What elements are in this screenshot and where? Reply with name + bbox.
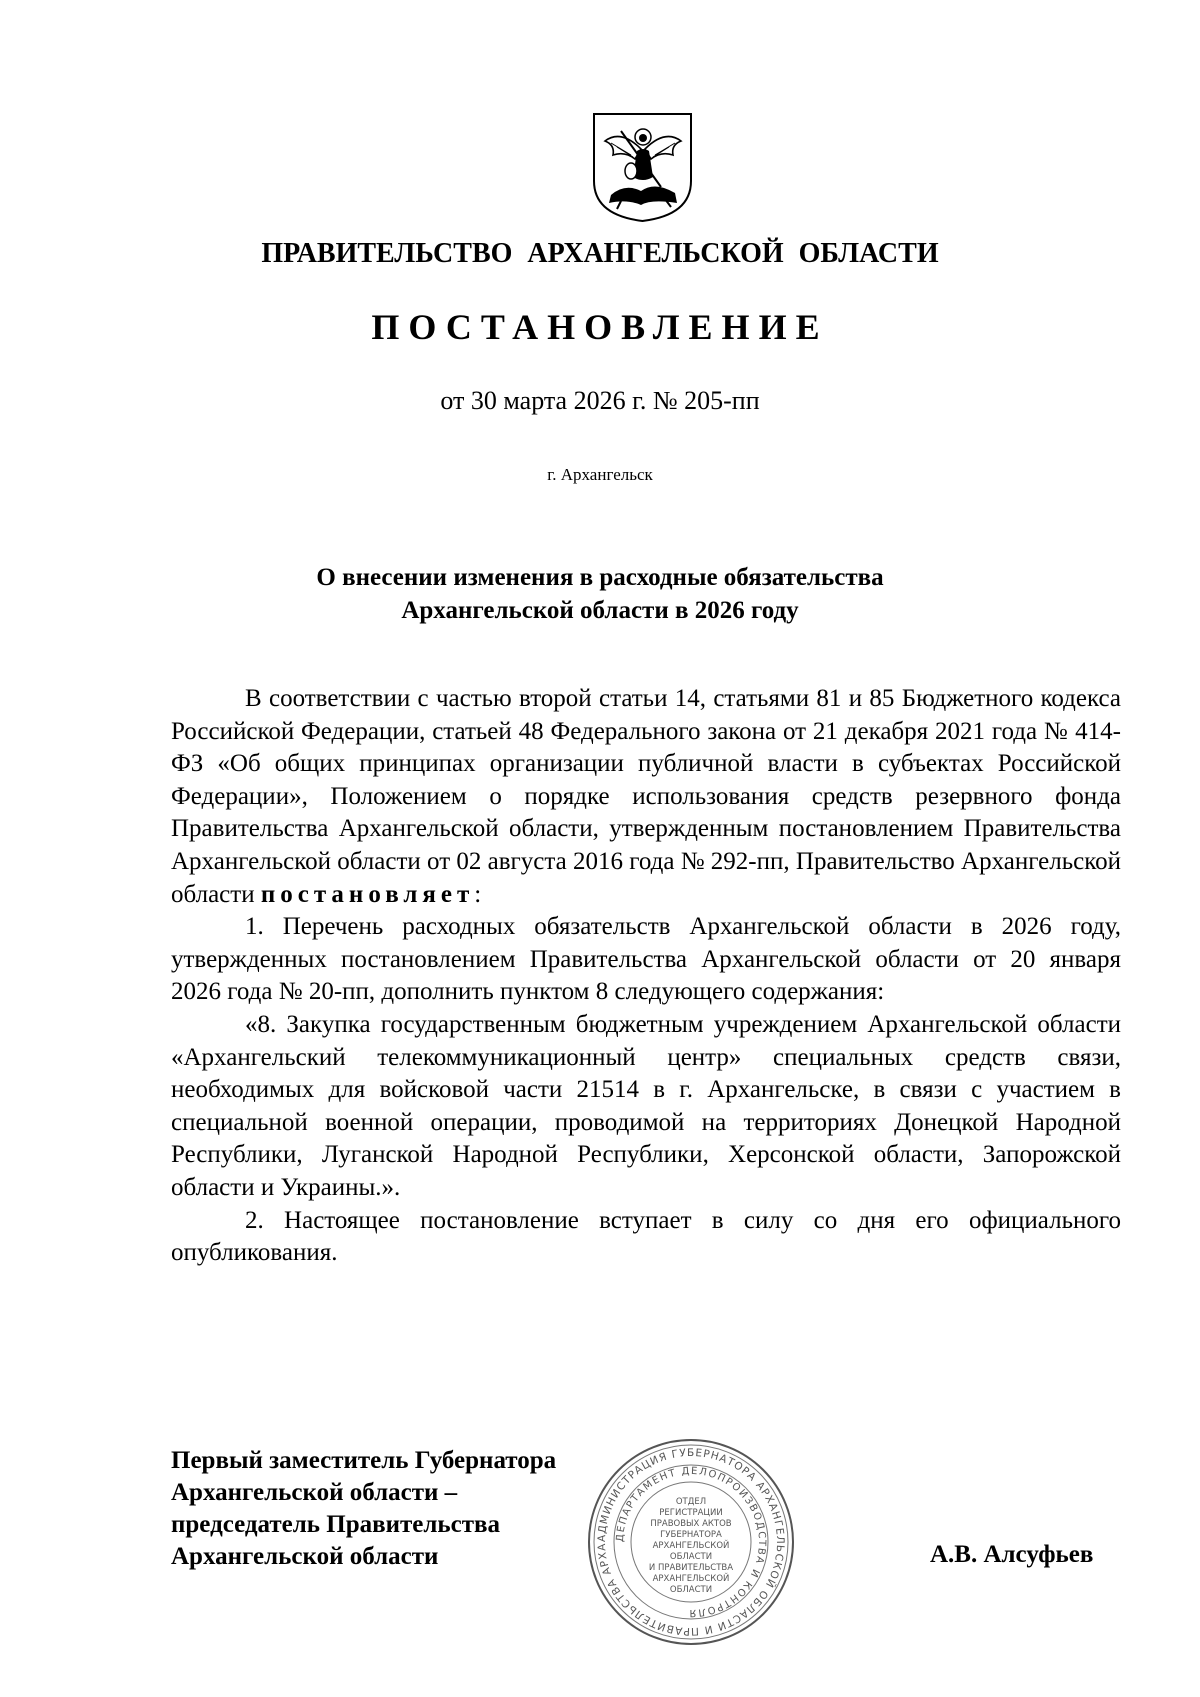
seal-inner-text: ДЕПАРТАМЕНТ ДЕЛОПРОИЗВОДСТВА И КОНТРОЛЯ xyxy=(614,1465,768,1619)
subject-line-2: Архангельской области в 2026 году xyxy=(401,597,799,624)
decree-word: постановляет xyxy=(260,880,475,908)
item-1-quote-paragraph: «8. Закупка государственным бюджетным учреждением Архангельской области «Архангельский телекоммуникационный центр» специальных средств связи, необходимых для войсковой части 21514 в г. Архангельске, в связи с участием в специальной военной операции, проводимой на территориях Донецкой Народной Республики, Луганской Народной Республики, Херсонской области, Запорожской области и Украины.». xyxy=(171,1010,1121,1201)
seal-center-line: ПРАВОВЫХ АКТОВ xyxy=(650,1519,732,1529)
seal-center-line: РЕГИСТРАЦИИ xyxy=(659,1508,723,1518)
organization-title: ПРАВИТЕЛЬСТВО АРХАНГЕЛЬСКОЙ ОБЛАСТИ xyxy=(261,238,939,269)
preamble-paragraph xyxy=(171,683,1121,911)
signatory-name: А.В. Алсуфьев xyxy=(930,1541,1094,1568)
item-1-paragraph: 1. Перечень расходных обязательств Архангельской области в 2026 году, утвержденных постановлением Правительства Архангельской области от 20 января 2026 года № 20-пп, дополнить пунктом 8 следующего содержания: xyxy=(171,913,1121,1006)
seal-center-line: И ПРАВИТЕЛЬСТВА xyxy=(648,1563,734,1573)
subject-line-1: О внесении изменения в расходные обязательства xyxy=(316,564,884,591)
seal-center-line: ОБЛАСТИ xyxy=(669,1585,713,1595)
seal-outer-text: АДМИНИСТРАЦИЯ ГУБЕРНАТОРА АРХАНГЕЛЬСКОЙ ОБЛАСТИ И ПРАВИТЕЛЬСТВА АРХА xyxy=(595,1446,787,1638)
official-seal xyxy=(585,1436,797,1648)
seal-center-line: ГУБЕРНАТОРА xyxy=(660,1530,722,1540)
document-date-number: от 30 марта 2026 г. № 205-пп xyxy=(440,386,760,415)
position-line-2: Архангельской области – xyxy=(171,1479,458,1506)
preamble-text: В соответствии с частью второй статьи 14, статьями 81 и 85 Бюджетного кодекса Российской Федерации, статьей 48 Федерального закона от 21 декабря 2021 года № 414-ФЗ «Об общих принципах организации публичной власти в субъектах Российской Федерации», Положением о порядке использования средств резервного фонда Правительства Архангельской области, утвержденным постановлением Правительства Архангельской области от 02 августа 2016 года № 292-пп, Правительство Архангельской области xyxy=(171,685,1121,908)
document-body xyxy=(171,683,1121,1270)
position-line-3: председатель Правительства xyxy=(171,1511,501,1538)
position-line-1: Первый заместитель Губернатора xyxy=(171,1447,557,1474)
coat-of-arms-emblem xyxy=(591,111,694,223)
item-2-paragraph: 2. Настоящее постановление вступает в силу со дня его официального опубликования. xyxy=(171,1206,1121,1267)
position-line-4: Архангельской области xyxy=(171,1543,439,1570)
document-subject xyxy=(0,561,1200,627)
decree-colon: : xyxy=(474,880,482,908)
document-type-heading: ПОСТАНОВЛЕНИЕ xyxy=(371,307,829,347)
seal-center-line: АРХАНГЕЛЬСКОЙ xyxy=(652,1541,730,1551)
seal-center-line: ОТДЕЛ xyxy=(675,1497,707,1507)
seal-center-line: АРХАНГЕЛЬСКОЙ xyxy=(652,1574,730,1584)
seal-center-line: ОБЛАСТИ xyxy=(669,1552,713,1562)
signatory-position xyxy=(171,1445,556,1573)
document-city: г. Архангельск xyxy=(547,465,653,484)
